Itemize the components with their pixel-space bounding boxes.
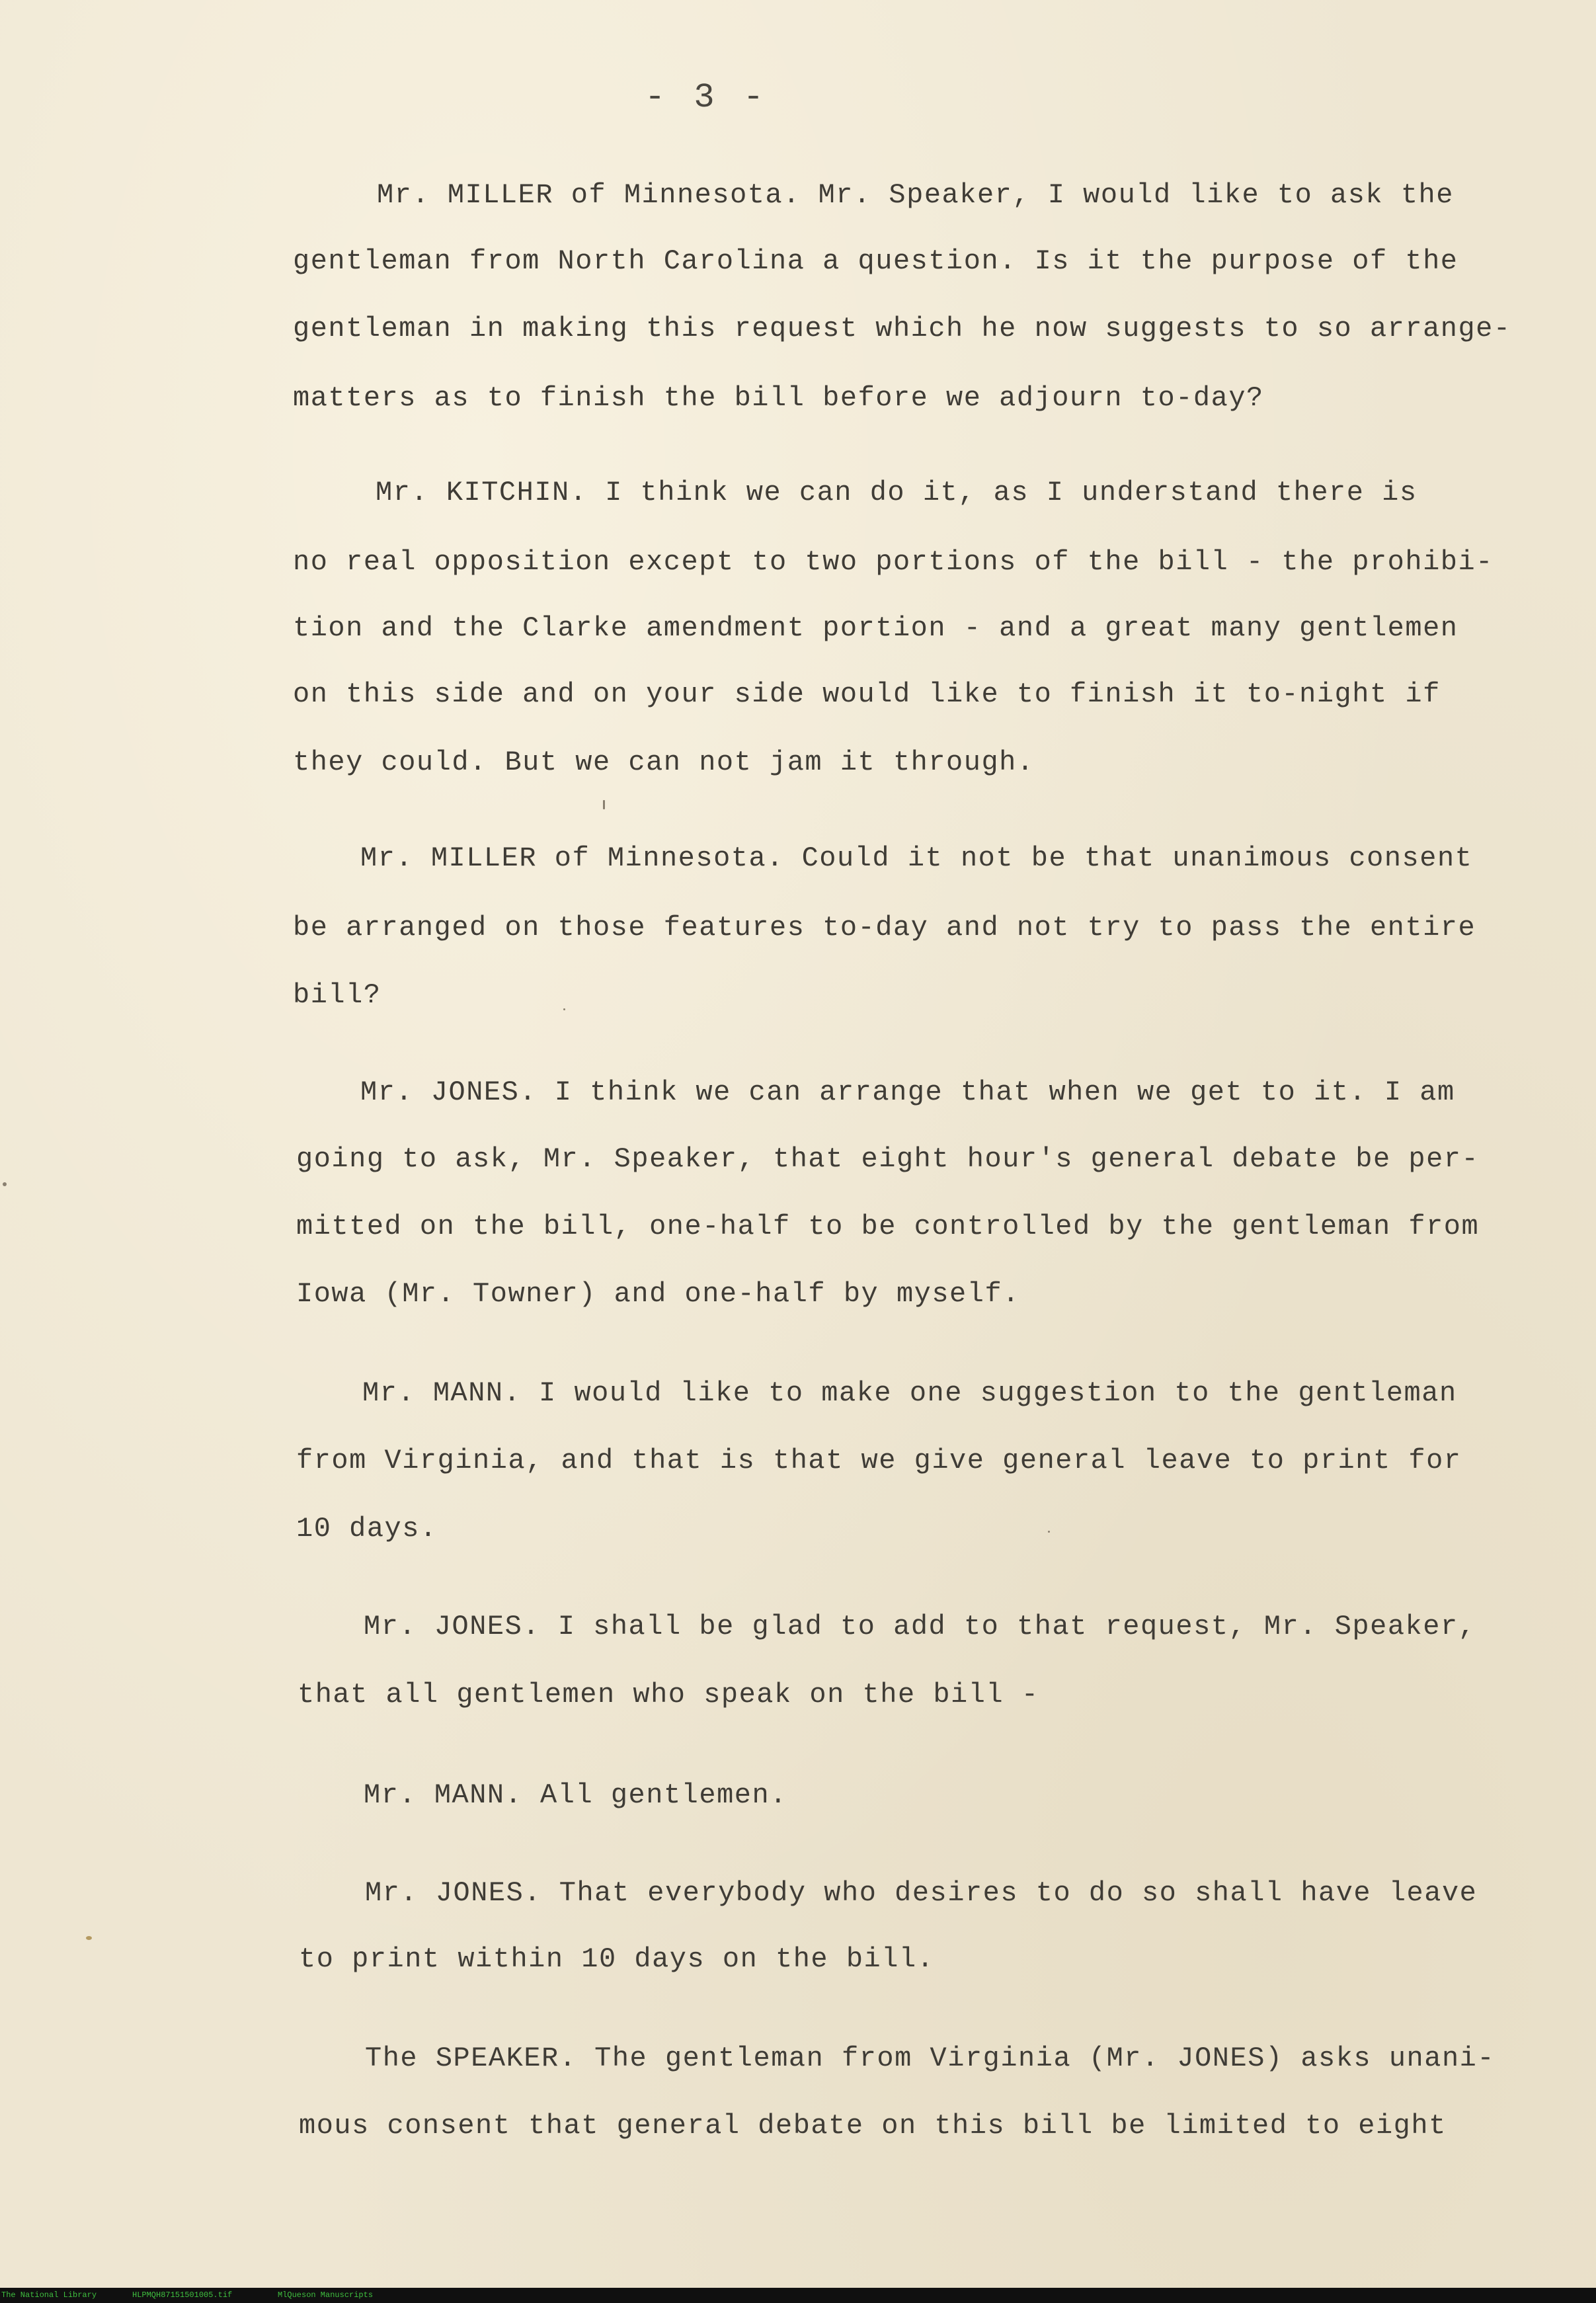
text-line: be arranged on those features to-day and not try to pass the entire xyxy=(293,912,1476,944)
text-line: bill? xyxy=(293,979,381,1011)
text-line: Mr. JONES. I shall be glad to add to that request, Mr. Speaker, xyxy=(364,1611,1476,1642)
scan-footer-bar xyxy=(0,2288,1596,2303)
paper-mark xyxy=(3,1182,7,1186)
text-line: that all gentlemen who speak on the bill - xyxy=(298,1679,1039,1711)
text-line: gentleman in making this request which he now suggests to so arrange- xyxy=(293,313,1511,344)
text-line: Iowa (Mr. Towner) and one-half by myself. xyxy=(296,1278,1020,1310)
text-line: tion and the Clarke amendment portion - and a great many gentlemen xyxy=(293,612,1458,644)
text-line: Mr. JONES. I think we can arrange that when we get to it. I am xyxy=(360,1076,1455,1108)
text-line: to print within 10 days on the bill. xyxy=(299,1943,935,1975)
footer-collection: MlQueson Manuscripts xyxy=(278,2290,374,2300)
text-line: they could. But we can not jam it through. xyxy=(293,747,1035,778)
paper-mark xyxy=(563,1008,565,1010)
text-line: Mr. MANN. All gentlemen. xyxy=(364,1779,787,1811)
text-line: gentleman from North Carolina a question. Is it the purpose of the xyxy=(293,245,1458,277)
text-line: mous consent that general debate on this bill be limited to eight xyxy=(299,2110,1447,2142)
paper-mark xyxy=(1048,1531,1050,1533)
text-line: matters as to finish the bill before we adjourn to-day? xyxy=(293,382,1264,414)
text-line: mitted on the bill, one-half to be controlled by the gentleman from xyxy=(296,1211,1480,1242)
footer-library: The National Library xyxy=(1,2290,97,2300)
page-number: - 3 - xyxy=(645,78,768,117)
text-line: on this side and on your side would like to finish it to-night if xyxy=(293,678,1441,710)
text-line: Mr. JONES. That everybody who desires to do so shall have leave xyxy=(365,1877,1478,1909)
text-line: 10 days. xyxy=(296,1513,438,1545)
text-line: going to ask, Mr. Speaker, that eight hour's general debate be per- xyxy=(296,1143,1480,1175)
text-line: Mr. MANN. I would like to make one suggestion to the gentleman xyxy=(362,1377,1457,1409)
text-line: The SPEAKER. The gentleman from Virginia (Mr. JONES) asks unani- xyxy=(365,2042,1496,2074)
paper-mark xyxy=(603,800,605,809)
footer-file: HLPMQH87151501005.tif xyxy=(132,2290,233,2300)
text-line: Mr. MILLER of Minnesota. Mr. Speaker, I would like to ask the xyxy=(377,179,1454,211)
text-line: Mr. MILLER of Minnesota. Could it not be that unanimous consent xyxy=(360,842,1473,874)
text-line: no real opposition except to two portions of the bill - the prohibi- xyxy=(293,546,1494,578)
text-line: Mr. KITCHIN. I think we can do it, as I understand there is xyxy=(376,477,1417,508)
paper-mark xyxy=(86,1936,92,1940)
text-line: from Virginia, and that is that we give general leave to print for xyxy=(296,1445,1462,1476)
